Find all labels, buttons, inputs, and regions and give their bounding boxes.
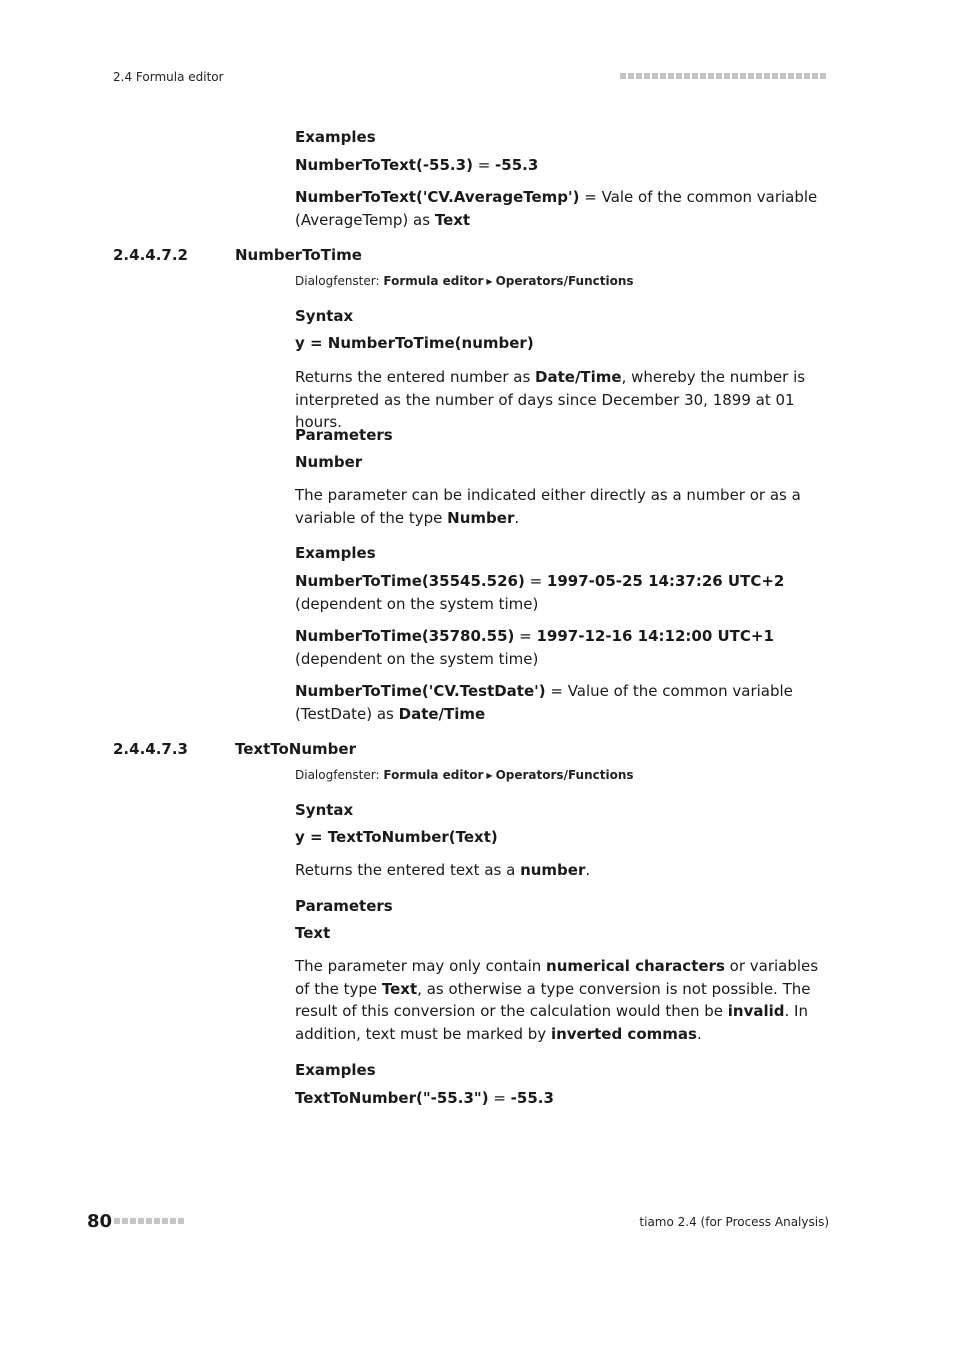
text-run: Returns the entered number as [295, 368, 536, 386]
parameters-heading: Parameters [295, 426, 393, 444]
example-expression: TextToNumber("-55.3") [295, 1089, 489, 1107]
example-expression: NumberToTime(35780.55) [295, 627, 515, 645]
text-run: . [514, 508, 520, 527]
dialog-path-window: Formula editor [383, 768, 484, 782]
example-result: Date/Time [398, 704, 486, 723]
emphasis: invalid [727, 1002, 785, 1020]
text-run: . [696, 1024, 702, 1043]
example-line [295, 1087, 835, 1110]
header-decoration [620, 73, 826, 79]
emphasis: number [520, 861, 586, 879]
syntax-expression: y = NumberToTime(number) [295, 334, 534, 352]
text-run: The parameter can be indicated either directly as a number or as a variable of the type [295, 486, 801, 527]
section-number: 2.4.4.7.2 [113, 246, 188, 264]
emphasis: Number [447, 508, 515, 527]
section-number: 2.4.4.7.3 [113, 740, 188, 758]
example-note: (dependent on the system time) [295, 649, 539, 668]
parameter-name: Number [295, 453, 363, 471]
text-run: , whereby the number is interpreted as the number of days since December 30, 1899 at 01 hours. [295, 368, 806, 431]
example-result: Text [434, 210, 471, 229]
example-note: (dependent on the system time) [295, 594, 539, 613]
arrow-right-icon: ▶ [486, 277, 493, 286]
dialog-path-tab: Operators/Functions [495, 274, 634, 288]
section-title: TextToNumber [235, 740, 356, 758]
equals-sign: = [514, 627, 537, 645]
example-line [295, 680, 835, 725]
example-result: 1997-12-16 14:12:00 UTC+1 [536, 627, 774, 645]
page-number: 80 [87, 1211, 113, 1232]
text-run: . [585, 861, 591, 879]
dialog-path-prefix: Dialogfenster: [295, 274, 384, 288]
arrow-right-icon: ▶ [486, 771, 493, 780]
example-line [295, 154, 835, 177]
emphasis: inverted commas [550, 1024, 697, 1043]
dialog-path-prefix: Dialogfenster: [295, 768, 384, 782]
example-description: = Vale of the common variable (AverageTemp) as [295, 188, 818, 229]
text-run: The parameter may only contain [295, 957, 547, 975]
example-line [295, 570, 835, 615]
section-title: NumberToTime [235, 246, 362, 264]
examples-heading: Examples [295, 544, 376, 562]
example-expression: NumberToTime('CV.TestDate') [295, 682, 546, 700]
example-description: = Value of the common variable (TestDate) as [295, 682, 793, 723]
syntax-heading: Syntax [295, 801, 354, 819]
equals-sign: = [524, 572, 547, 590]
example-result: -55.3 [495, 156, 539, 174]
parameter-description [295, 955, 835, 1045]
emphasis: Date/Time [535, 368, 622, 386]
example-expression: NumberToTime(35545.526) [295, 572, 525, 590]
syntax-heading: Syntax [295, 307, 354, 325]
running-footer: tiamo 2.4 (for Process Analysis) [639, 1215, 829, 1229]
parameters-heading: Parameters [295, 897, 393, 915]
text-run: Returns the entered text as a [295, 861, 521, 879]
example-line [295, 186, 835, 231]
equals-sign: = [488, 1089, 511, 1107]
description-paragraph [295, 859, 835, 882]
emphasis: Text [381, 979, 418, 998]
example-result: -55.3 [510, 1089, 554, 1107]
dialog-path-tab: Operators/Functions [495, 768, 634, 782]
running-header: 2.4 Formula editor [113, 70, 224, 84]
example-expression: NumberToText(-55.3) [295, 156, 473, 174]
example-line [295, 625, 835, 670]
dialog-path [295, 768, 634, 782]
example-expression: NumberToText('CV.AverageTemp') [295, 188, 580, 206]
text-run: , as otherwise a type conversion is not possible. The result of this conversion or the calculation would then be [295, 979, 811, 1020]
example-result: 1997-05-25 14:37:26 UTC+2 [546, 572, 785, 590]
parameter-description [295, 484, 835, 529]
text-run: . In addition, text must be marked by [295, 1002, 808, 1043]
text-run: or variables of the type [295, 957, 819, 998]
description-paragraph [295, 366, 835, 434]
parameter-name: Text [295, 924, 331, 942]
section-heading-texttonumber [113, 740, 356, 758]
equals-sign: = [472, 156, 496, 174]
examples-heading: Examples [295, 1061, 376, 1079]
emphasis: numerical characters [546, 957, 725, 975]
dialog-path-window: Formula editor [383, 274, 484, 288]
footer-decoration [114, 1218, 184, 1224]
examples-heading: Examples [295, 128, 376, 146]
dialog-path [295, 274, 634, 288]
syntax-expression: y = TextToNumber(Text) [295, 828, 498, 846]
section-heading-numbertotime [113, 246, 362, 264]
